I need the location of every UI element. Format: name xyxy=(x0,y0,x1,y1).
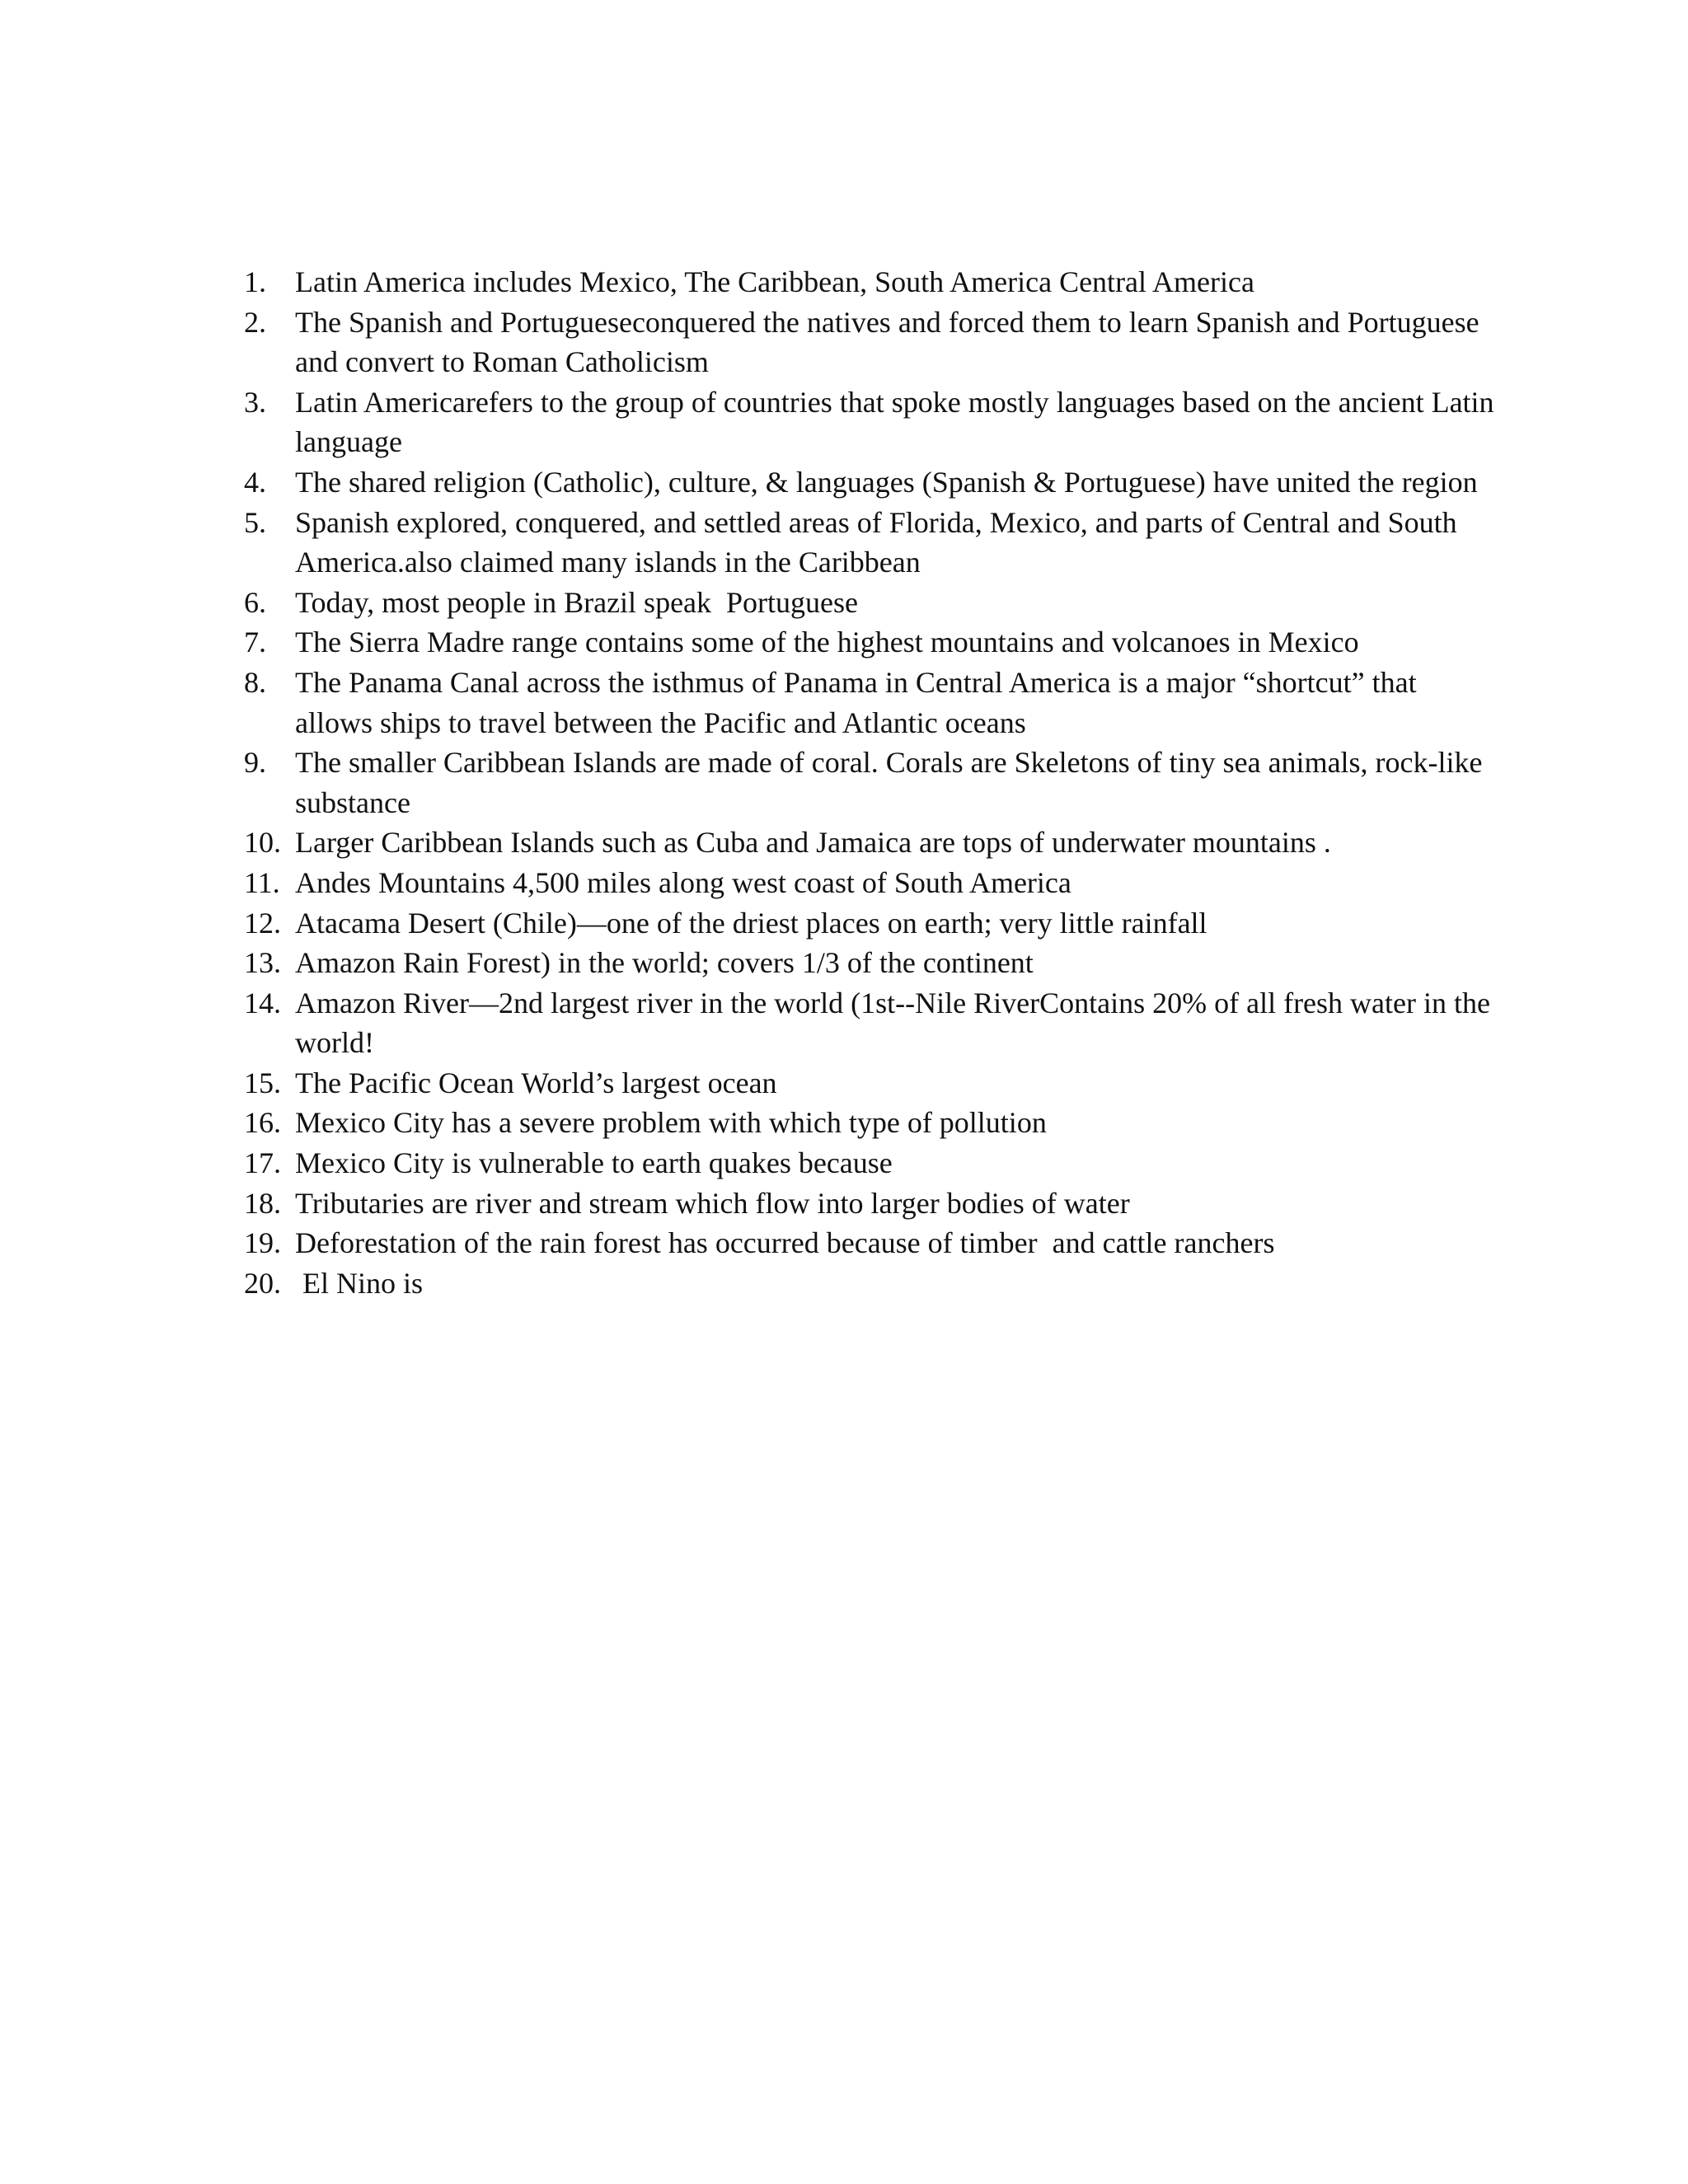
item-text: Mexico City has a severe problem with which type of pollution xyxy=(295,1106,1047,1140)
item-number: 20. xyxy=(244,1266,281,1300)
item-text: Tributaries are river and stream which flow into larger bodies of water xyxy=(295,1186,1130,1220)
item-text: Deforestation of the rain forest has occurred because of timber and cattle ranchers xyxy=(295,1226,1275,1260)
item-text: The shared religion (Catholic), culture, & languages (Spanish & Portuguese) have united the region xyxy=(295,465,1478,499)
item-text: Mexico City is vulnerable to earth quakes because xyxy=(295,1146,893,1180)
item-number: 14. xyxy=(244,986,281,1019)
item-text: Amazon River—2nd largest river in the world (1st--Nile RiverContains 20% of all fresh water in the world! xyxy=(295,986,1498,1060)
item-text: The smaller Caribbean Islands are made of coral. Corals are Skeletons of tiny sea animals, rock-like substance xyxy=(295,746,1490,819)
list-item xyxy=(244,462,1497,503)
list-item xyxy=(244,1223,1497,1263)
item-number: 4. xyxy=(244,465,266,499)
list-item xyxy=(244,262,1497,302)
list-item xyxy=(244,823,1497,863)
item-text: Today, most people in Brazil speak Portuguese xyxy=(295,585,858,619)
list-item xyxy=(244,903,1497,944)
list-item xyxy=(244,743,1497,823)
item-number: 8. xyxy=(244,665,266,699)
item-number: 16. xyxy=(244,1106,281,1140)
item-number: 10. xyxy=(244,826,281,860)
list-item xyxy=(244,863,1497,903)
item-number: 3. xyxy=(244,385,266,419)
item-text: The Pacific Ocean World’s largest ocean xyxy=(295,1066,777,1099)
list-item xyxy=(244,1143,1497,1183)
list-item xyxy=(244,983,1497,1063)
item-text: Latin Americarefers to the group of countries that spoke mostly languages based on the ancient Latin language xyxy=(295,385,1502,459)
item-number: 1. xyxy=(244,265,266,298)
item-number: 6. xyxy=(244,585,266,619)
item-number: 15. xyxy=(244,1066,281,1099)
list-item xyxy=(244,503,1497,583)
item-text: Spanish explored, conquered, and settled areas of Florida, Mexico, and parts of Central and South America.also claimed many islands in the Caribbean xyxy=(295,505,1463,579)
item-text: Andes Mountains 4,500 miles along west coast of South America xyxy=(295,865,1071,899)
numbered-list xyxy=(244,262,1502,1303)
list-item xyxy=(244,622,1497,663)
item-number: 11. xyxy=(244,865,280,899)
list-item xyxy=(244,1263,1497,1304)
item-text: Latin America includes Mexico, The Caribbean, South America Central America xyxy=(295,265,1254,298)
list-item xyxy=(244,1063,1497,1104)
item-number: 9. xyxy=(244,746,266,780)
item-number: 12. xyxy=(244,906,281,940)
list-item xyxy=(244,1103,1497,1143)
item-text: The Spanish and Portugueseconquered the natives and forced them to learn Spanish and Portuguese and convert to Roman Catholicism xyxy=(295,305,1487,379)
list-item xyxy=(244,583,1497,623)
item-text: Larger Caribbean Islands such as Cuba and Jamaica are tops of underwater mountains . xyxy=(295,826,1331,860)
item-number: 17. xyxy=(244,1146,281,1180)
item-text: Atacama Desert (Chile)—one of the driest places on earth; very little rainfall xyxy=(295,906,1207,940)
list-item xyxy=(244,1183,1497,1224)
list-item xyxy=(244,943,1497,983)
item-number: 2. xyxy=(244,305,266,339)
item-text: Amazon Rain Forest) in the world; covers 1/3 of the continent xyxy=(295,946,1034,980)
item-text: El Nino is xyxy=(295,1266,424,1300)
list-item xyxy=(244,663,1497,743)
item-text: The Panama Canal across the isthmus of Panama in Central America is a major “shortcut” that allows ships to travel between the Pacific and Atlantic oceans xyxy=(295,665,1424,739)
item-number: 7. xyxy=(244,626,266,659)
list-item xyxy=(244,302,1497,382)
item-text: The Sierra Madre range contains some of the highest mountains and volcanoes in Mexico xyxy=(295,626,1359,659)
item-number: 13. xyxy=(244,946,281,980)
item-number: 18. xyxy=(244,1186,281,1220)
item-number: 19. xyxy=(244,1226,281,1260)
list-item xyxy=(244,382,1502,462)
item-number: 5. xyxy=(244,505,266,539)
